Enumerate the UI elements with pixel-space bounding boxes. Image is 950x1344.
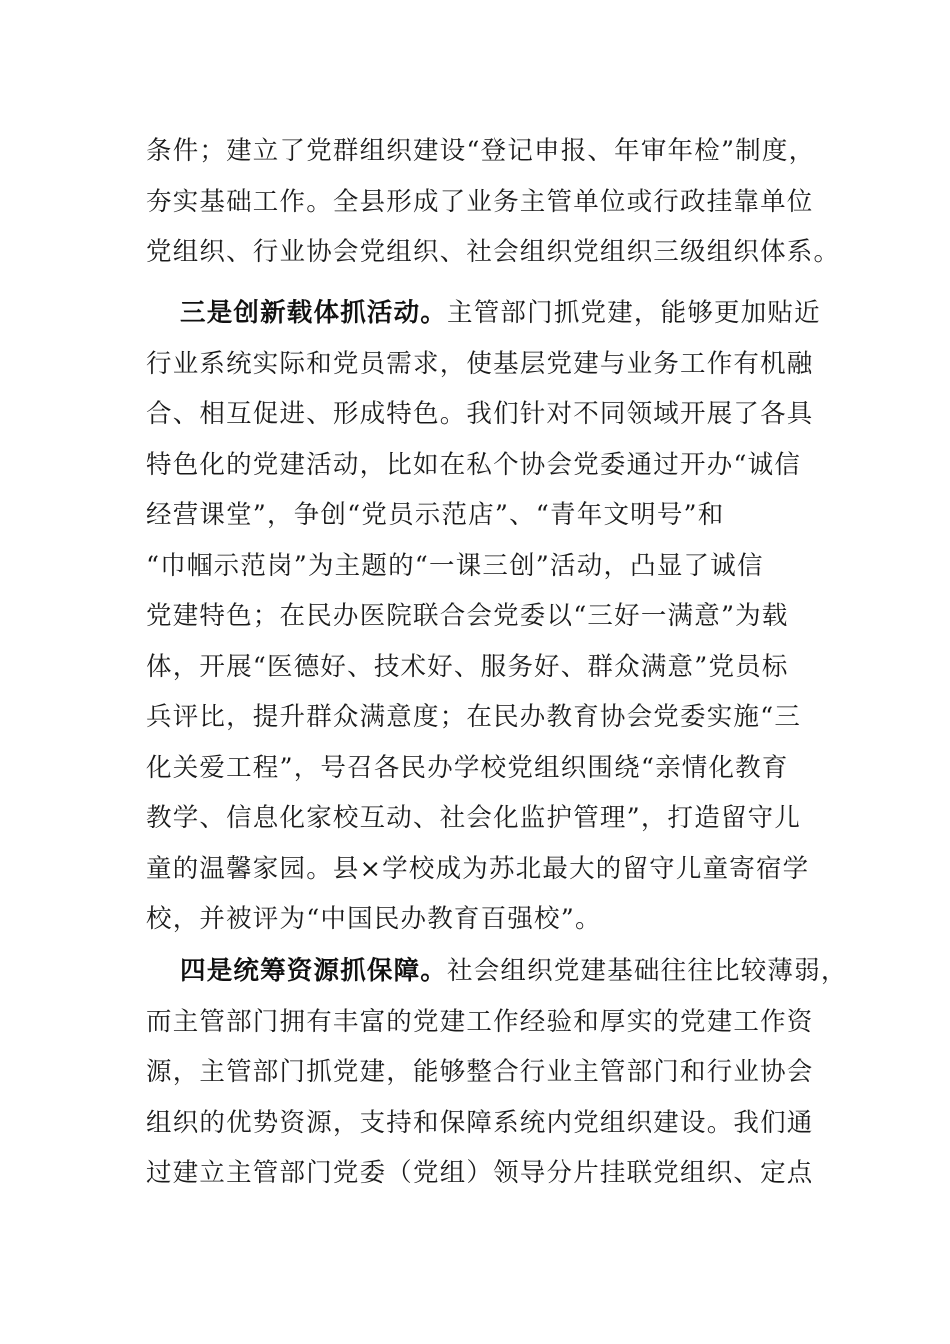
- text-line: 特色化的党建活动，比如在私个协会党委通过开办“诚信: [146, 449, 802, 480]
- text-line: 经营课堂”，争创“党员示范店”、“青年文明号”和: [146, 500, 725, 530]
- paragraph-innovate-activities: [146, 288, 826, 945]
- paragraph-heading: 四是统筹资源抓保障。: [180, 956, 448, 986]
- text-line: 党建特色；在民办医院联合会党委以“三好一满意”为载: [146, 601, 789, 631]
- text-line: 党组织、行业协会党组织、社会组织党组织三级组织体系。: [146, 237, 841, 267]
- text-line-first: [146, 288, 826, 339]
- text-line: 组织的优势资源，支持和保障系统内党组织建设。我们通: [146, 1107, 814, 1138]
- text-line: 而主管部门拥有丰富的党建工作经验和厚实的党建工作资: [146, 1006, 814, 1037]
- text-span: 主管部门抓党建，能够更加贴近: [447, 298, 821, 328]
- paragraph-coordinate-resources: [146, 946, 848, 1199]
- text-line: 童的温馨家园。县×学校成为苏北最大的留守儿童寄宿学: [146, 853, 810, 884]
- text-line: 源，主管部门抓党建，能够整合行业主管部门和行业协会: [146, 1057, 814, 1087]
- text-line: 合、相互促进、形成特色。我们针对不同领域开展了各具: [146, 399, 814, 429]
- text-line-first: [146, 946, 848, 997]
- text-line: 校，并被评为“中国民办教育百强校”。: [146, 904, 602, 934]
- text-line: 过建立主管部门党委（党组）领导分片挂联党组织、定点: [146, 1158, 814, 1188]
- text-line: 行业系统实际和党员需求，使基层党建与业务工作有机融: [146, 348, 814, 379]
- text-line: 条件；建立了党群组织建设“登记申报、年审年检”制度，: [146, 136, 816, 166]
- paragraph-heading: 三是创新载体抓活动。: [180, 298, 448, 328]
- text-line: “巾帼示范岗”为主题的“一课三创”活动，凸显了诚信: [146, 550, 764, 581]
- text-span: 社会组织党建基础往往比较薄弱，: [447, 956, 848, 986]
- text-line: 兵评比，提升群众满意度；在民办教育协会党委实施“三: [146, 702, 802, 732]
- text-line: 夯实基础工作。全县形成了业务主管单位或行政挂靠单位: [146, 186, 814, 217]
- paragraph-continuation: [146, 126, 841, 278]
- text-line: 化关爱工程”，号召各民办学校党组织围绕“亲情化教育: [146, 752, 789, 783]
- text-line: 教学、信息化家校互动、社会化监护管理”，打造留守儿: [146, 803, 802, 833]
- text-line: 体，开展“医德好、技术好、服务好、群众满意”党员标: [146, 651, 789, 682]
